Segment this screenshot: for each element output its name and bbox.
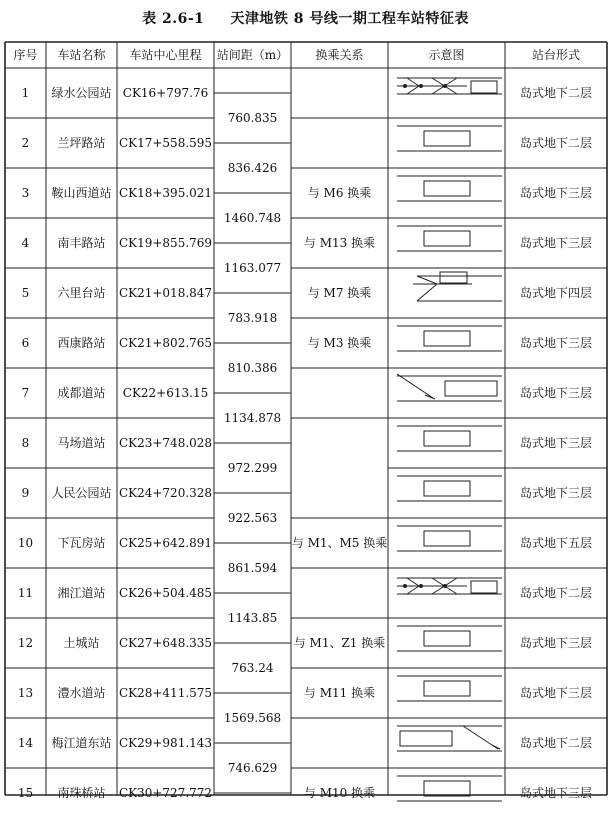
row-number: 11 [17, 586, 34, 600]
row-number: 8 [21, 436, 30, 450]
station-name: 绿水公园站 [51, 86, 112, 100]
platform-box [424, 631, 470, 646]
switch-dot [403, 584, 407, 588]
station-mileage: CK22+613.15 [122, 386, 209, 400]
switch-dot [419, 84, 423, 88]
transfer-relation [291, 418, 388, 468]
switch-line [407, 586, 419, 594]
station-distance: 836.426 [227, 161, 278, 175]
platform-box [424, 181, 470, 196]
station-mileage: CK21+018.847 [118, 286, 213, 300]
platform-box [424, 681, 470, 696]
station-name: 人民公园站 [51, 486, 112, 500]
station-mileage: CK23+748.028 [118, 436, 213, 450]
station-distance: 810.386 [227, 361, 278, 375]
platform-box [400, 731, 452, 746]
station-name: 南丰路站 [57, 236, 106, 250]
switch-line [407, 86, 419, 94]
transfer-relation [291, 368, 388, 418]
station-name: 鞍山西道站 [51, 186, 112, 200]
station-mileage: CK16+797.76 [122, 86, 209, 100]
column-header: 车站名称 [57, 48, 106, 62]
switch-dot [443, 584, 447, 588]
transfer-relation: 与 M1、Z1 换乘 [293, 636, 386, 650]
row-number: 6 [21, 336, 30, 350]
track-line [417, 276, 437, 284]
station-name: 南珠桥站 [57, 786, 106, 800]
table-number: 表 2.6-1 [142, 11, 205, 27]
station-name: 成都道站 [57, 386, 106, 400]
station-distance: 1143.85 [227, 611, 278, 625]
platform-type: 岛式地下三层 [519, 236, 592, 250]
station-name: 下瓦房站 [57, 536, 106, 550]
station-mileage: CK19+855.769 [118, 236, 213, 250]
transfer-relation: 与 M7 换乘 [307, 286, 372, 300]
transfer-relation [291, 718, 388, 768]
station-mileage: CK26+504.485 [118, 586, 213, 600]
row-number: 15 [17, 786, 34, 800]
switch-dot [403, 84, 407, 88]
station-name: 兰坪路站 [57, 136, 106, 150]
transfer-relation: 与 M10 换乘 [303, 786, 376, 800]
platform-type: 岛式地下三层 [519, 786, 592, 800]
station-distance: 1569.568 [223, 711, 282, 725]
row-number: 1 [21, 86, 30, 100]
station-distance: 760.835 [227, 111, 278, 125]
station-name: 梅江道东站 [51, 736, 112, 750]
switch-line [492, 745, 500, 749]
station-distance: 1134.878 [223, 411, 282, 425]
station-distance: 861.594 [227, 561, 278, 575]
platform-type: 岛式地下三层 [519, 436, 592, 450]
column-header: 车站中心里程 [129, 48, 202, 62]
station-distance: 1460.748 [223, 211, 282, 225]
station-name: 土城站 [63, 636, 100, 650]
station-mileage: CK25+642.891 [118, 536, 213, 550]
station-name: 西康路站 [57, 336, 106, 350]
station-mileage: CK17+558.595 [118, 136, 213, 150]
platform-box [424, 781, 470, 796]
track-line [417, 284, 437, 301]
row-number: 9 [21, 486, 30, 500]
row-number: 12 [17, 636, 34, 650]
platform-box [424, 431, 470, 446]
platform-box [424, 531, 470, 546]
row-number: 2 [21, 136, 30, 150]
platform-type: 岛式地下三层 [519, 486, 592, 500]
row-number: 13 [17, 686, 34, 700]
transfer-relation [291, 68, 388, 118]
platform-type: 岛式地下二层 [519, 136, 592, 150]
switch-dot [443, 84, 447, 88]
station-mileage: CK21+802.765 [118, 336, 213, 350]
station-name: 马场道站 [57, 436, 106, 450]
switch-line [407, 578, 419, 586]
station-distance: 972.299 [227, 461, 278, 475]
station-mileage: CK18+395.021 [118, 186, 213, 200]
station-mileage: CK27+648.335 [118, 636, 213, 650]
station-mileage: CK30+727.772 [118, 786, 213, 800]
transfer-relation: 与 M13 换乘 [303, 236, 376, 250]
switch-line [407, 78, 419, 86]
platform-box [424, 131, 470, 146]
platform-box [424, 231, 470, 246]
row-number: 7 [21, 386, 30, 400]
station-mileage: CK29+981.143 [118, 736, 213, 750]
platform-box [424, 331, 470, 346]
platform-type: 岛式地下二层 [519, 586, 592, 600]
platform-type: 岛式地下三层 [519, 386, 592, 400]
station-distance: 922.563 [227, 511, 278, 525]
column-header: 换乘关系 [315, 48, 364, 62]
switch-line [397, 374, 433, 398]
transfer-relation: 与 M11 换乘 [303, 686, 376, 700]
column-header: 示意图 [428, 48, 465, 62]
transfer-relation: 与 M6 换乘 [307, 186, 372, 200]
platform-type: 岛式地下三层 [519, 636, 592, 650]
platform-box [445, 381, 497, 396]
transfer-relation [291, 118, 388, 168]
platform-type: 岛式地下二层 [519, 736, 592, 750]
station-distance: 1163.077 [223, 261, 282, 275]
platform-box [440, 272, 467, 283]
station-name: 澧水道站 [57, 686, 106, 700]
transfer-relation: 与 M1、M5 换乘 [291, 536, 388, 550]
column-header: 站间距（m） [216, 48, 289, 62]
platform-box [471, 81, 497, 93]
station-mileage: CK28+411.575 [118, 686, 213, 700]
station-distance: 746.629 [227, 761, 278, 775]
station-mileage: CK24+720.328 [118, 486, 213, 500]
table-caption: 天津地铁 8 号线一期工程车站特征表 [230, 11, 469, 27]
platform-type: 岛式地下二层 [519, 86, 592, 100]
switch-dot [419, 584, 423, 588]
platform-type: 岛式地下三层 [519, 686, 592, 700]
platform-type: 岛式地下三层 [519, 186, 592, 200]
platform-type: 岛式地下五层 [519, 536, 592, 550]
station-distance: 763.24 [231, 661, 274, 675]
platform-box [471, 581, 497, 593]
platform-type: 岛式地下四层 [519, 286, 592, 300]
platform-type: 岛式地下三层 [519, 336, 592, 350]
transfer-relation: 与 M3 换乘 [307, 336, 372, 350]
row-number: 4 [21, 236, 30, 250]
station-distance: 783.918 [227, 311, 278, 325]
row-number: 5 [21, 286, 30, 300]
transfer-relation [291, 468, 388, 518]
station-name: 湘江道站 [57, 586, 106, 600]
column-header: 站台形式 [531, 48, 580, 62]
station-name: 六里台站 [57, 286, 106, 300]
row-number: 14 [17, 736, 34, 750]
platform-box [424, 481, 470, 496]
row-number: 3 [21, 186, 30, 200]
column-header: 序号 [13, 48, 38, 62]
transfer-relation [291, 568, 388, 618]
row-number: 10 [17, 536, 34, 550]
